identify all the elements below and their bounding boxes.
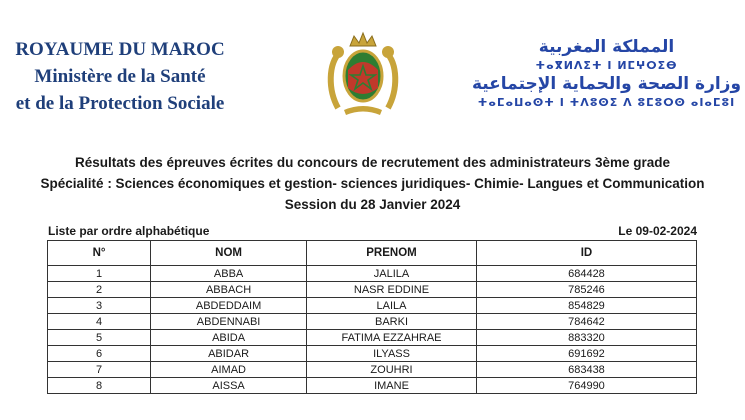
- cell-prenom: IMANE: [307, 378, 477, 394]
- kingdom-name-arabic: المملكة المغربية: [538, 37, 675, 57]
- cell-prenom: FATIMA EZZAHRAE: [307, 330, 477, 346]
- cell-number: 4: [48, 314, 151, 330]
- cell-prenom: ILYASS: [307, 346, 477, 362]
- cell-prenom: NASR EDDINE: [307, 282, 477, 298]
- results-table: [47, 240, 697, 394]
- table-row: [48, 282, 697, 298]
- cell-number: 1: [48, 266, 151, 282]
- table-row: [48, 266, 697, 282]
- list-order-label: Liste par ordre alphabétique: [48, 224, 210, 238]
- cell-nom: ABBACH: [151, 282, 307, 298]
- table-header-row: [48, 241, 697, 266]
- kingdom-name: ROYAUME DU MAROC: [15, 39, 225, 60]
- cell-nom: ABIDAR: [151, 346, 307, 362]
- title-line-specialty: Spécialité : Sciences économiques et gestion- sciences juridiques- Chimie- Langues et Communication: [40, 176, 705, 191]
- cell-number: 6: [48, 346, 151, 362]
- ministry-name-french: [0, 36, 240, 117]
- cell-id: 684428: [476, 266, 696, 282]
- column-header-nom: NOM: [151, 241, 307, 266]
- cell-nom: ABDEDDAIM: [151, 298, 307, 314]
- publication-date: Le 09-02-2024: [618, 224, 697, 238]
- cell-nom: ABIDA: [151, 330, 307, 346]
- cell-number: 8: [48, 378, 151, 394]
- cell-nom: AIMAD: [151, 362, 307, 378]
- ministry-line-2: et de la Protection Sociale: [15, 93, 225, 114]
- cell-id: 683438: [476, 362, 696, 378]
- cell-prenom: LAILA: [307, 298, 477, 314]
- cell-nom: AISSA: [151, 378, 307, 394]
- cell-nom: ABDENNABI: [151, 314, 307, 330]
- table-row: [48, 378, 697, 394]
- document-title: [0, 152, 745, 215]
- cell-id: 854829: [476, 298, 696, 314]
- cell-id: 784642: [476, 314, 696, 330]
- cell-number: 5: [48, 330, 151, 346]
- cell-number: 3: [48, 298, 151, 314]
- title-line-session: Session du 28 Janvier 2024: [284, 197, 461, 212]
- table-row: [48, 298, 697, 314]
- table-row: [48, 330, 697, 346]
- cell-id: 785246: [476, 282, 696, 298]
- kingdom-name-tifinagh: ⵜⴰⴳⵍⴷⵉⵜ ⵏ ⵍⵎⵖⵔⵉⴱ: [535, 59, 678, 72]
- cell-id: 764990: [476, 378, 696, 394]
- cell-number: 7: [48, 362, 151, 378]
- ministry-line-1: Ministère de la Santé: [34, 66, 206, 87]
- cell-id: 691692: [476, 346, 696, 362]
- cell-prenom: ZOUHRI: [307, 362, 477, 378]
- cell-id: 883320: [476, 330, 696, 346]
- table-row: [48, 314, 697, 330]
- column-header-id: ID: [476, 241, 696, 266]
- ministry-name-arabic: وزارة الصحة والحماية الإجتماعية: [471, 74, 742, 94]
- cell-number: 2: [48, 282, 151, 298]
- ministry-name-arabic-tifinagh: [468, 36, 745, 110]
- cell-nom: ABBA: [151, 266, 307, 282]
- cell-prenom: BARKI: [307, 314, 477, 330]
- column-header-prenom: PRENOM: [307, 241, 477, 266]
- cell-prenom: JALILA: [307, 266, 477, 282]
- ministry-name-tifinagh: ⵜⴰⵎⴰⵡⴰⵙⵜ ⵏ ⵜⴷⵓⵙⵉ ⴷ ⵓⵎⵓⵔⵙ ⴰⵏⴰⵎⵓⵏ: [477, 96, 736, 109]
- title-line-results: Résultats des épreuves écrites du concours de recrutement des administrateurs 3ème grade: [75, 155, 670, 170]
- column-header-number: N°: [48, 241, 151, 266]
- table-row: [48, 346, 697, 362]
- moroccan-coat-of-arms-emblem: [322, 30, 404, 116]
- table-row: [48, 362, 697, 378]
